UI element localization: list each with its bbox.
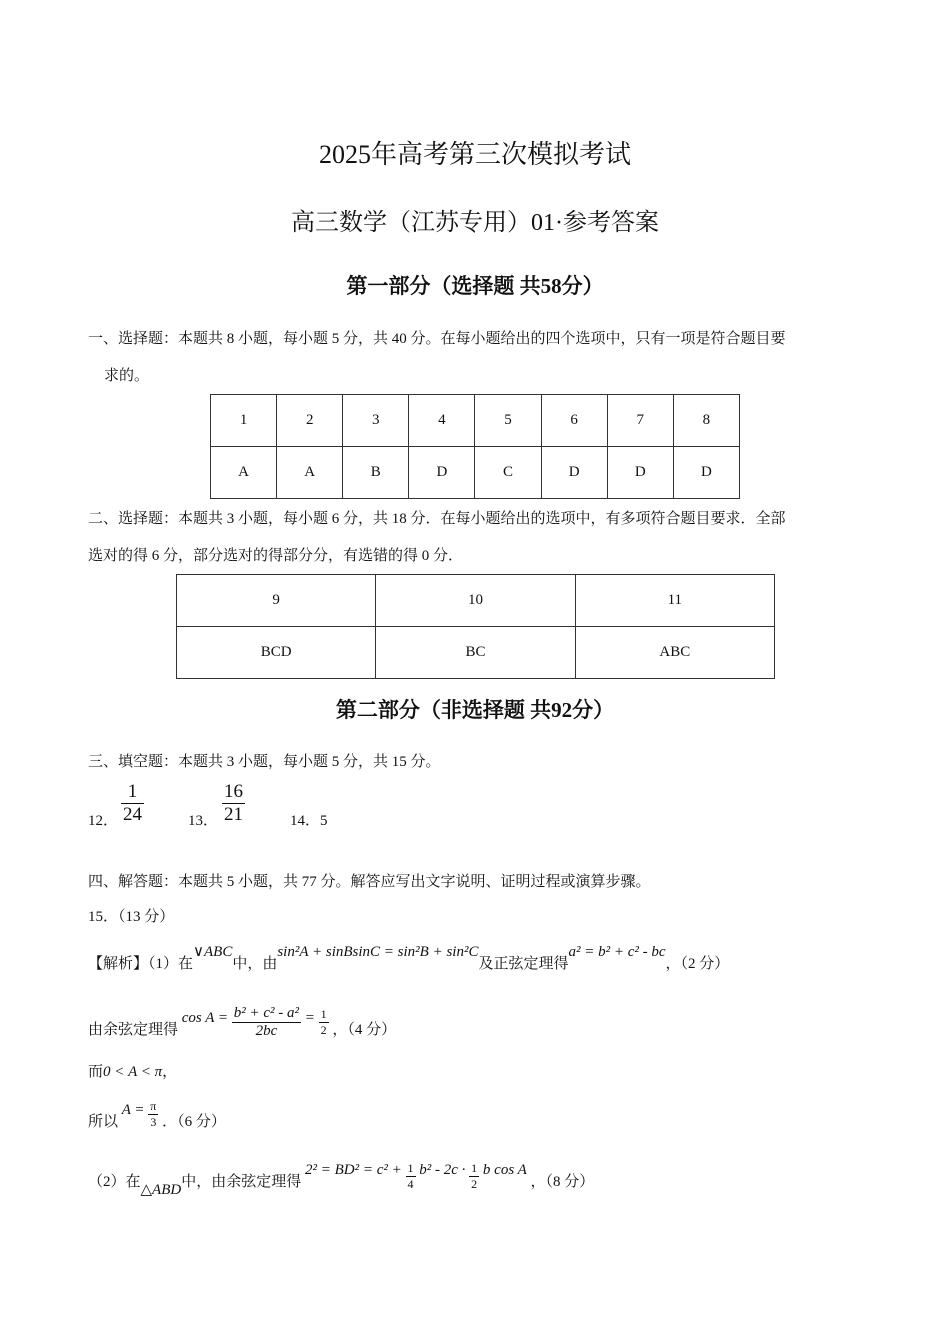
fraction-denominator: 24 (123, 804, 142, 825)
question-number-cell: 6 (541, 395, 607, 447)
solution-text: 所以 (88, 1113, 119, 1130)
angle-lhs: A = (121, 1101, 145, 1118)
table-row (177, 627, 775, 679)
q13-answer-fraction (222, 781, 245, 826)
fraction-numerator: π (150, 1099, 157, 1113)
section1-instructions-line1: 一、选择题：本题共 8 小题，每小题 5 分，共 40 分。在每小题给出的四个选项中，只有一项是符合题目要 (88, 331, 786, 347)
side-equation: a² = b² + c² - bc (568, 944, 666, 960)
answer-cell: BC (376, 627, 575, 679)
score-note: ．（6 分） (162, 1113, 226, 1130)
solution-text: 及正弦定理得 (478, 956, 569, 972)
answer-cell: D (607, 447, 673, 499)
fraction-denominator: 2 (471, 1177, 478, 1191)
solution-line-4 (88, 1099, 226, 1138)
solution-line-5 (88, 1161, 595, 1198)
q12-label: 12． (88, 813, 119, 829)
table-row (211, 447, 740, 499)
q12-answer-fraction (121, 781, 144, 826)
cos-lhs: cos A = (181, 1009, 229, 1026)
fraction-numerator: 1 (471, 1161, 478, 1175)
question-number-cell: 10 (376, 575, 575, 627)
answer-cell: B (343, 447, 409, 499)
solution-line-1 (88, 944, 730, 973)
part2-heading: 第二部分（非选择题 共92分） (335, 698, 615, 722)
half-fraction (319, 1007, 329, 1038)
pi-over-three-fraction (148, 1099, 158, 1130)
section2-instructions-line1: 二、选择题：本题共 3 小题，每小题 6 分，共 18 分．在每小题给出的选项中，有多项符合题目要求．全部 (88, 511, 786, 527)
fraction-denominator: 3 (150, 1115, 157, 1129)
fraction-numerator: b² + c² - a² (233, 1005, 300, 1021)
mc-answer-table (210, 394, 740, 499)
fraction-denominator: 4 (407, 1177, 414, 1191)
fraction-numerator: 1 (320, 1007, 327, 1021)
multi-answer-table (176, 574, 775, 679)
table-row (211, 395, 740, 447)
answer-cell: D (409, 447, 475, 499)
question-number-cell: 11 (575, 575, 774, 627)
fraction-numerator: 16 (224, 781, 243, 802)
answer-cell: ABC (575, 627, 774, 679)
solution-text: 而 (88, 1064, 104, 1080)
question-number-cell: 2 (277, 395, 343, 447)
cos-fraction (232, 1005, 301, 1040)
fraction-numerator: 1 (407, 1161, 414, 1175)
score-note: ，（2 分） (665, 956, 730, 972)
solution-intro: 【解析】（1）在 (88, 956, 194, 972)
solution-text: （2）在 (88, 1173, 141, 1190)
solution-line-2 (88, 1005, 397, 1048)
solution-line-3 (88, 1060, 177, 1081)
fraction-denominator: 2 (320, 1023, 327, 1037)
half-fraction (469, 1161, 479, 1192)
q15-header: 15．（13 分） (88, 909, 175, 925)
part1-heading: 第一部分（选择题 共58分） (346, 274, 604, 298)
answer-cell: BCD (177, 627, 376, 679)
answer-cell: A (211, 447, 277, 499)
answer-cell: D (673, 447, 739, 499)
fraction-denominator: 21 (224, 804, 243, 825)
question-number-cell: 1 (211, 395, 277, 447)
document-subtitle: 高三数学（江苏专用）01·参考答案 (291, 210, 659, 236)
equals-sign: = (304, 1009, 315, 1026)
solution-text: ， (162, 1064, 178, 1080)
fraction-numerator: 1 (121, 781, 144, 804)
section2-instructions-line2: 选对的得 6 分，部分选对的得部分分，有选错的得 0 分． (88, 548, 464, 564)
answer-cell: A (277, 447, 343, 499)
table-row (177, 575, 775, 627)
q13-label: 13． (188, 813, 219, 829)
question-number-cell: 4 (409, 395, 475, 447)
solution-text: 由余弦定理得 (88, 1021, 179, 1038)
solution-text: 中，由 (232, 956, 278, 972)
score-note: ，（8 分） (530, 1173, 595, 1190)
quarter-fraction (406, 1161, 416, 1192)
question-number-cell: 3 (343, 395, 409, 447)
question-number-cell: 9 (177, 575, 376, 627)
answer-cell: C (475, 447, 541, 499)
section1-instructions-line2: 求的。 (104, 368, 150, 384)
cosine-law-equation: b² - 2c · (419, 1161, 466, 1178)
q14-answer: 14．5 (290, 813, 328, 829)
question-number-cell: 8 (673, 395, 739, 447)
question-number-cell: 5 (475, 395, 541, 447)
angle-range: 0 < A < π (103, 1064, 163, 1080)
section4-instructions: 四、解答题：本题共 5 小题，共 77 分。解答应写出文字说明、证明过程或演算步骤。 (88, 874, 651, 890)
fraction-denominator: 2bc (255, 1023, 278, 1039)
triangle-abd: △ABD (140, 1181, 182, 1198)
cosine-law-equation: 2² = BD² = c² + (304, 1161, 402, 1178)
section3-instructions: 三、填空题：本题共 3 小题，每小题 5 分，共 15 分。 (88, 754, 441, 770)
triangle-abc: ∨ABC (193, 944, 233, 960)
sine-equation: sin²A + sinBsinC = sin²B + sin²C (277, 944, 479, 960)
answer-cell: D (541, 447, 607, 499)
document-title: 2025年高考第三次模拟考试 (318, 140, 631, 169)
score-note: ，（4 分） (332, 1021, 397, 1038)
solution-text: 中，由余弦定理得 (181, 1173, 302, 1190)
question-number-cell: 7 (607, 395, 673, 447)
cosine-law-equation: b cos A (482, 1161, 527, 1178)
